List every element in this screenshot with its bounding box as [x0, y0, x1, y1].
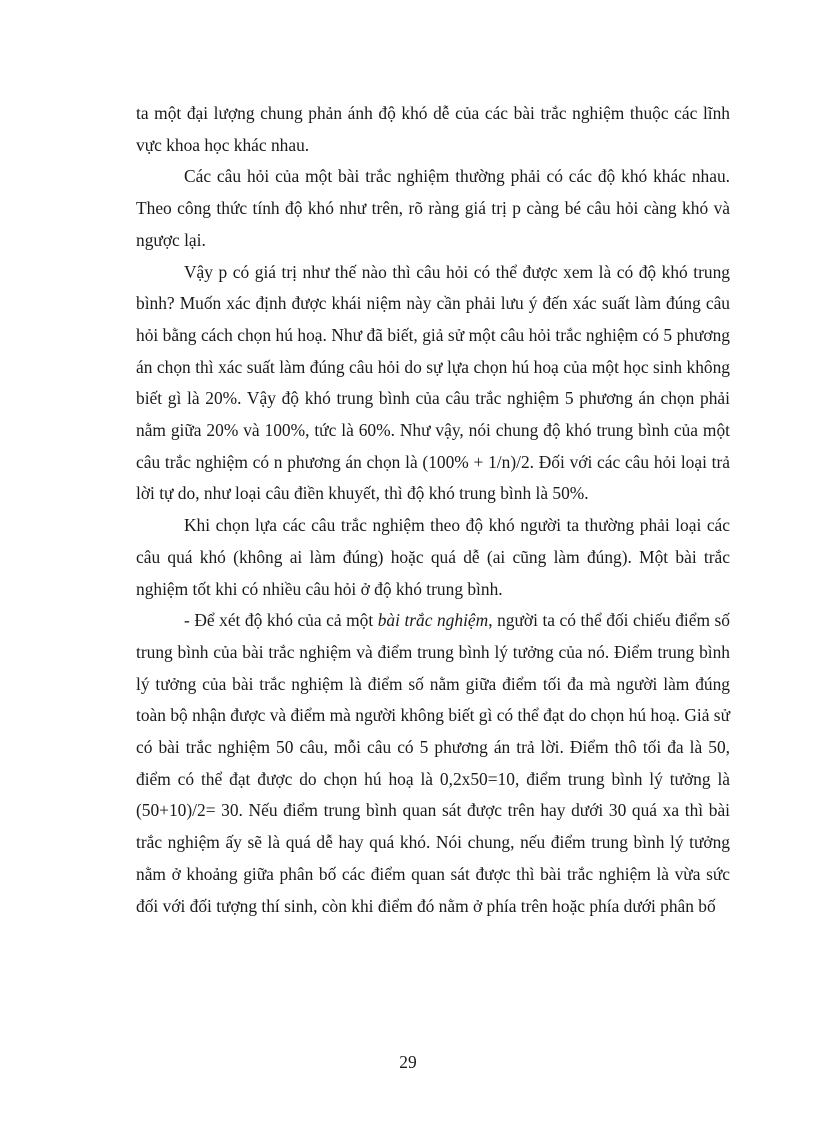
- paragraph-3: [136, 257, 730, 511]
- paragraph-text: , người ta có thể đối chiếu điểm số trung bình của bài trắc nghiệm và điểm trung bình lý tưởng của nó. Điểm trung bình lý tưởng của bài trắc nghiệm là điểm số nằm giữa điểm tối đa mà người làm đúng toàn bộ nhận được và điểm mà người không biết gì có thể đạt do chọn hú hoạ. Giả sử có bài trắc nghiệm 50 câu, mỗi câu có 5 phương án trả lời. Điểm thô tối đa là 50, điểm có thể đạt được do chọn hú hoạ là 0,2x50=10, điểm trung bình lý tưởng là (50+10)/2= 30. Nếu điểm trung bình quan sát được trên hay dưới 30 quá xa thì bài trắc nghiệm ấy sẽ là quá dễ hay quá khó. Nói chung, nếu điểm trung bình lý tưởng nằm ở khoảng giữa phân bố các điểm quan sát được thì bài trắc nghiệm là vừa sức đối với đối tượng thí sinh, còn khi điểm đó nằm ở phía trên hoặc phía dưới phân bố: [136, 610, 730, 916]
- italic-term: bài trắc nghiệm: [377, 610, 489, 631]
- paragraph-4: [136, 510, 730, 605]
- paragraph-text: Khi chọn lựa các câu trắc nghiệm theo độ khó người ta thường phải loại các câu quá khó (không ai làm đúng) hoặc quá dễ (ai cũng làm đúng). Một bài trắc nghiệm tốt khi có nhiều câu hỏi ở độ khó trung bình.: [136, 515, 730, 599]
- paragraph-2: [136, 161, 730, 256]
- paragraph-text: Các câu hỏi của một bài trắc nghiệm thường phải có các độ khó khác nhau. Theo công thức tính độ khó như trên, rõ ràng giá trị p càng bé câu hỏi càng khó và ngược lại.: [136, 166, 730, 250]
- page-number: 29: [399, 1052, 417, 1072]
- paragraph-5: [136, 605, 730, 922]
- paragraph-1: [136, 98, 730, 161]
- body-text: [136, 98, 730, 922]
- paragraph-text: Vậy p có giá trị như thế nào thì câu hỏi có thể được xem là có độ khó trung bình? Muốn xác định được khái niệm này cần phải lưu ý đến xác suất làm đúng câu hỏi bằng cách chọn hú hoạ. Như đã biết, giả sử một câu hỏi trắc nghiệm có 5 phương án chọn thì xác suất làm đúng câu hỏi do sự lựa chọn hú hoạ của một học sinh không biết gì là 20%. Vậy độ khó trung bình của câu trắc nghiệm 5 phương án chọn phải nằm giữa 20% và 100%, tức là 60%. Như vậy, nói chung độ khó trung bình của một câu trắc nghiệm có n phương án chọn là (100% + 1/n)/2. Đối với các câu hỏi loại trả lời tự do, như loại câu điền khuyết, thì độ khó trung bình là 50%.: [136, 261, 730, 504]
- paragraph-text: - Để xét độ khó của cả một: [184, 610, 378, 631]
- paragraph-text: ta một đại lượng chung phản ánh độ khó dễ của các bài trắc nghiệm thuộc các lĩnh vực khoa học khác nhau.: [136, 103, 730, 155]
